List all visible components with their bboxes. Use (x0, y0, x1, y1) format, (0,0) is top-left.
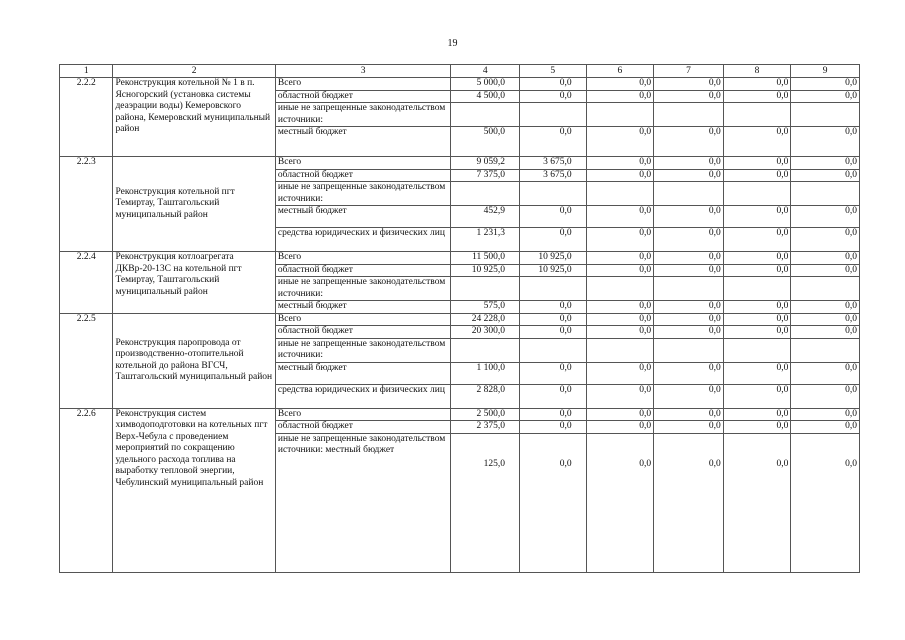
value-cell: 0,0 (791, 433, 860, 572)
section-name: Реконструкция систем химводоподготовки на котельных пгт Верх-Чебула с проведением мероприятий по сокращению удельного расхода топлива на выработку тепловой энергии, Чебулинский муниципальный район (113, 408, 275, 572)
funding-source: областной бюджет (275, 169, 451, 182)
value-cell: 0,0 (519, 362, 586, 384)
value-cell: 5 000,0 (451, 78, 520, 91)
section-name: Реконструкция паропровода от производственно-отопительной котельной до района ВГСЧ, Таштагольский муниципальный район (113, 313, 275, 408)
value-cell: 125,0 (451, 433, 520, 572)
value-cell: 0,0 (723, 127, 791, 157)
value-cell (791, 338, 860, 362)
value-cell (791, 182, 860, 206)
value-cell: 0,0 (586, 157, 654, 170)
value-cell: 500,0 (451, 127, 520, 157)
value-cell: 0,0 (519, 326, 586, 339)
value-cell: 0,0 (586, 90, 654, 103)
funding-source: Всего (275, 408, 451, 421)
col-header: 4 (451, 65, 520, 78)
funding-source: иные не запрещенные законодательством источники: местный бюджет (275, 433, 451, 572)
value-cell: 0,0 (586, 78, 654, 91)
value-cell: 0,0 (586, 206, 654, 228)
value-cell: 0,0 (723, 169, 791, 182)
value-cell: 0,0 (723, 384, 791, 408)
value-cell (451, 182, 520, 206)
value-cell: 0,0 (723, 228, 791, 252)
funding-source: иные не запрещенные законодательством источники: (275, 277, 451, 301)
value-cell: 0,0 (519, 433, 586, 572)
value-cell (723, 103, 791, 127)
value-cell: 575,0 (451, 301, 520, 314)
value-cell: 0,0 (519, 90, 586, 103)
value-cell: 0,0 (791, 362, 860, 384)
value-cell: 0,0 (586, 252, 654, 265)
value-cell: 0,0 (586, 264, 654, 277)
value-cell: 0,0 (654, 252, 724, 265)
funding-source: Всего (275, 157, 451, 170)
value-cell: 9 059,2 (451, 157, 520, 170)
value-cell (519, 182, 586, 206)
section-code: 2.2.2 (60, 78, 113, 157)
value-cell: 0,0 (654, 90, 724, 103)
funding-source: иные не запрещенные законодательством источники: (275, 182, 451, 206)
funding-source: местный бюджет (275, 301, 451, 314)
funding-source: Всего (275, 252, 451, 265)
col-header: 6 (586, 65, 654, 78)
value-cell: 10 925,0 (519, 264, 586, 277)
value-cell: 0,0 (586, 326, 654, 339)
value-cell: 0,0 (723, 252, 791, 265)
value-cell: 0,0 (519, 78, 586, 91)
value-cell: 7 375,0 (451, 169, 520, 182)
value-cell: 0,0 (791, 313, 860, 326)
col-header: 9 (791, 65, 860, 78)
table-row (60, 157, 860, 170)
value-cell: 0,0 (586, 313, 654, 326)
value-cell: 0,0 (654, 384, 724, 408)
funding-source: местный бюджет (275, 206, 451, 228)
value-cell: 0,0 (791, 78, 860, 91)
page-number: 19 (447, 38, 458, 49)
value-cell: 0,0 (723, 157, 791, 170)
value-cell: 0,0 (654, 127, 724, 157)
value-cell: 0,0 (791, 206, 860, 228)
value-cell: 0,0 (586, 421, 654, 434)
value-cell: 0,0 (723, 206, 791, 228)
funding-source: областной бюджет (275, 421, 451, 434)
section-code: 2.2.5 (60, 313, 113, 408)
section-code: 2.2.6 (60, 408, 113, 572)
value-cell: 20 300,0 (451, 326, 520, 339)
value-cell: 1 100,0 (451, 362, 520, 384)
funding-source: иные не запрещенные законодательством источники: (275, 338, 451, 362)
value-cell: 0,0 (791, 421, 860, 434)
header-row (60, 65, 860, 78)
value-cell: 0,0 (586, 362, 654, 384)
value-cell: 3 675,0 (519, 157, 586, 170)
value-cell (519, 103, 586, 127)
value-cell (654, 103, 724, 127)
value-cell: 0,0 (519, 206, 586, 228)
value-cell: 0,0 (791, 264, 860, 277)
table-row (60, 408, 860, 421)
value-cell: 0,0 (791, 127, 860, 157)
value-cell: 0,0 (791, 90, 860, 103)
value-cell (723, 277, 791, 301)
value-cell: 3 675,0 (519, 169, 586, 182)
value-cell: 4 500,0 (451, 90, 520, 103)
value-cell: 0,0 (519, 421, 586, 434)
value-cell: 0,0 (723, 421, 791, 434)
value-cell (519, 277, 586, 301)
value-cell: 0,0 (723, 78, 791, 91)
value-cell: 0,0 (519, 313, 586, 326)
value-cell: 0,0 (723, 433, 791, 572)
value-cell: 0,0 (586, 301, 654, 314)
value-cell: 0,0 (723, 90, 791, 103)
value-cell: 0,0 (519, 408, 586, 421)
value-cell (723, 182, 791, 206)
value-cell: 0,0 (723, 362, 791, 384)
section-name: Реконструкция котельной № 1 в п. Ясногорский (установка системы деаэрации воды) Кемеровского района, Кемеровский муниципальный район (113, 78, 275, 157)
value-cell: 0,0 (723, 301, 791, 314)
value-cell (586, 103, 654, 127)
value-cell: 0,0 (791, 252, 860, 265)
funding-source: областной бюджет (275, 264, 451, 277)
value-cell: 0,0 (654, 169, 724, 182)
value-cell: 0,0 (654, 78, 724, 91)
value-cell: 0,0 (791, 228, 860, 252)
value-cell (654, 182, 724, 206)
value-cell (451, 103, 520, 127)
value-cell: 0,0 (586, 408, 654, 421)
value-cell: 0,0 (791, 301, 860, 314)
funding-source: местный бюджет (275, 362, 451, 384)
value-cell: 0,0 (723, 326, 791, 339)
value-cell: 0,0 (723, 264, 791, 277)
funding-source: Всего (275, 78, 451, 91)
value-cell: 0,0 (586, 228, 654, 252)
section-name: Реконструкция котельной пгт Темиртау, Таштагольский муниципальный район (113, 157, 275, 252)
value-cell: 0,0 (654, 433, 724, 572)
value-cell: 0,0 (519, 228, 586, 252)
value-cell: 0,0 (654, 206, 724, 228)
value-cell: 0,0 (791, 384, 860, 408)
value-cell (586, 277, 654, 301)
value-cell: 0,0 (654, 313, 724, 326)
value-cell: 0,0 (654, 301, 724, 314)
value-cell (451, 338, 520, 362)
col-header: 1 (60, 65, 113, 78)
col-header: 7 (654, 65, 724, 78)
value-cell: 0,0 (519, 301, 586, 314)
funding-source: областной бюджет (275, 326, 451, 339)
funding-source: местный бюджет (275, 127, 451, 157)
col-header: 2 (113, 65, 275, 78)
value-cell: 10 925,0 (451, 264, 520, 277)
funding-source: средства юридических и физических лиц (275, 228, 451, 252)
col-header: 8 (723, 65, 791, 78)
value-cell: 0,0 (654, 228, 724, 252)
value-cell: 0,0 (586, 384, 654, 408)
value-cell: 0,0 (654, 421, 724, 434)
funding-source: областной бюджет (275, 90, 451, 103)
value-cell: 0,0 (654, 326, 724, 339)
value-cell: 0,0 (654, 264, 724, 277)
value-cell: 0,0 (723, 408, 791, 421)
value-cell: 0,0 (791, 157, 860, 170)
funding-source: иные не запрещенные законодательством источники: (275, 103, 451, 127)
table-row (60, 78, 860, 91)
value-cell (586, 338, 654, 362)
value-cell (791, 277, 860, 301)
value-cell: 0,0 (791, 169, 860, 182)
value-cell (586, 182, 654, 206)
section-code: 2.2.3 (60, 157, 113, 252)
value-cell: 0,0 (791, 326, 860, 339)
value-cell: 1 231,3 (451, 228, 520, 252)
value-cell: 24 228,0 (451, 313, 520, 326)
col-header: 3 (275, 65, 451, 78)
section-code: 2.2.4 (60, 252, 113, 314)
value-cell: 2 375,0 (451, 421, 520, 434)
section-name: Реконструкция котлоагрегата ДКВр-20-13С на котельной пгт Темиртау, Таштагольский муниципальный район (113, 252, 275, 314)
value-cell: 0,0 (654, 408, 724, 421)
col-header: 5 (519, 65, 586, 78)
value-cell (654, 277, 724, 301)
value-cell: 10 925,0 (519, 252, 586, 265)
value-cell: 0,0 (586, 169, 654, 182)
value-cell: 0,0 (519, 384, 586, 408)
funding-table (59, 64, 860, 573)
value-cell: 2 828,0 (451, 384, 520, 408)
value-cell: 0,0 (723, 313, 791, 326)
value-cell: 2 500,0 (451, 408, 520, 421)
value-cell (791, 103, 860, 127)
value-cell: 11 500,0 (451, 252, 520, 265)
value-cell: 0,0 (791, 408, 860, 421)
value-cell: 0,0 (586, 127, 654, 157)
value-cell: 0,0 (654, 362, 724, 384)
value-cell (451, 277, 520, 301)
value-cell: 0,0 (586, 433, 654, 572)
table-row (60, 313, 860, 326)
value-cell (723, 338, 791, 362)
funding-source: средства юридических и физических лиц (275, 384, 451, 408)
value-cell: 452,9 (451, 206, 520, 228)
value-cell (654, 338, 724, 362)
value-cell: 0,0 (654, 157, 724, 170)
funding-source: Всего (275, 313, 451, 326)
value-cell: 0,0 (519, 127, 586, 157)
table-row (60, 252, 860, 265)
value-cell (519, 338, 586, 362)
